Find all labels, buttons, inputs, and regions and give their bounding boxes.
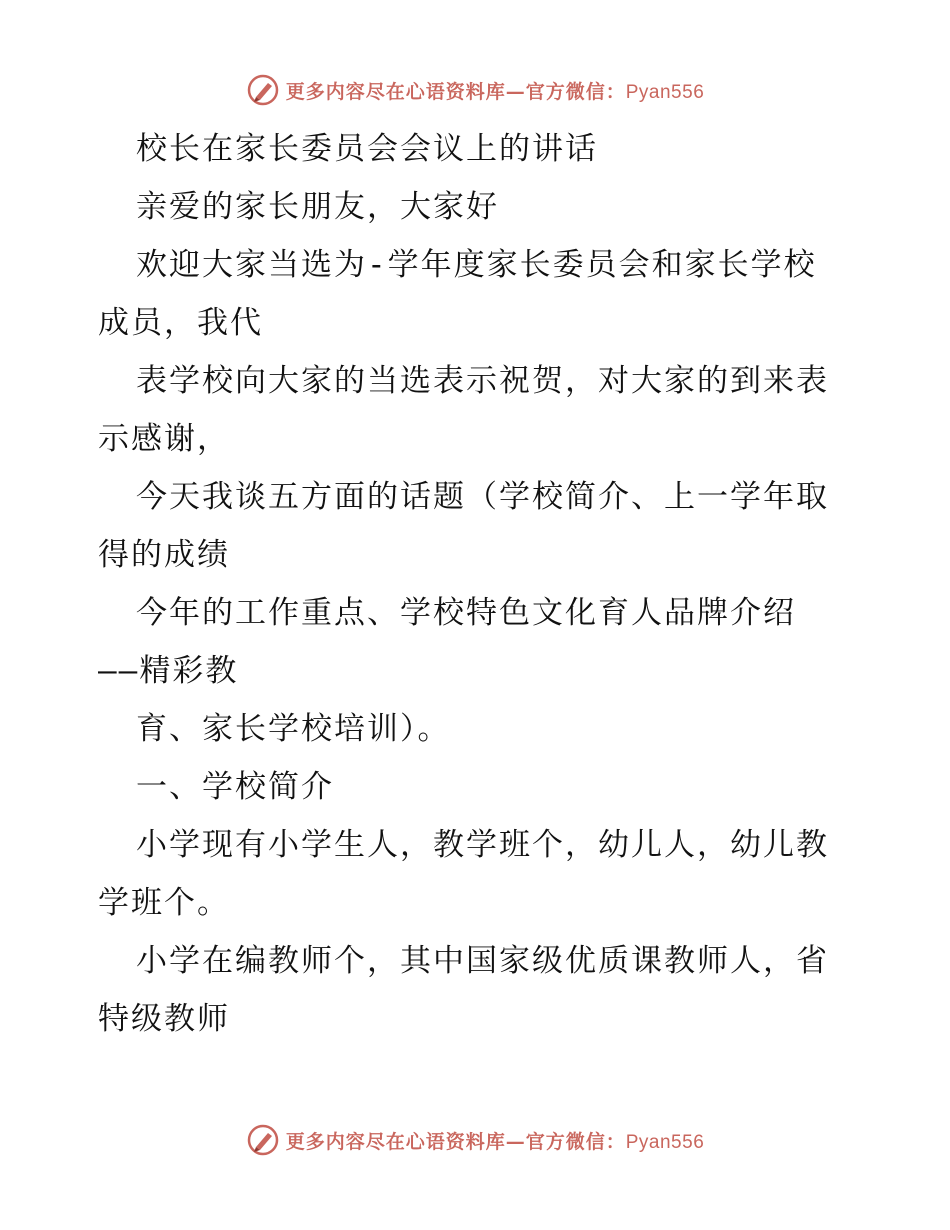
paragraph-line: 表学校向大家的当选表示祝贺，对大家的到来表 bbox=[136, 363, 829, 399]
document-title: 校长在家长委员会会议上的讲话 bbox=[136, 131, 598, 167]
paragraph-line: 示感谢， bbox=[98, 421, 230, 457]
paragraph-line: 小学在编教师个，其中国家级优质课教师人，省 bbox=[136, 943, 829, 979]
pen-logo-icon bbox=[246, 1123, 280, 1157]
section-heading: 一、学校简介 bbox=[136, 769, 334, 805]
paragraph-line: 今年的工作重点、学校特色文化育人品牌介绍 bbox=[136, 595, 796, 631]
banner-wechat-id: Pyan556 bbox=[625, 1131, 705, 1153]
banner-label: 更多内容尽在心语资料库—官方微信： bbox=[285, 1130, 626, 1153]
paragraph-line: 育、家长学校培训）。 bbox=[136, 711, 451, 747]
paragraph-line: 成员，我代 bbox=[98, 305, 263, 341]
banner-text bbox=[286, 77, 705, 104]
banner-text bbox=[286, 1127, 705, 1154]
footer-banner bbox=[0, 1120, 950, 1160]
paragraph-line: 小学现有小学生人，教学班个，幼儿人，幼儿教 bbox=[136, 827, 829, 863]
header-banner bbox=[0, 70, 950, 110]
document-body bbox=[98, 120, 858, 1048]
pen-logo-icon bbox=[246, 73, 280, 107]
paragraph-line: 得的成绩 bbox=[98, 537, 230, 573]
paragraph-line: 欢迎大家当选为-学年度家长委员会和家长学校 bbox=[136, 247, 817, 283]
paragraph-line: ——精彩教 bbox=[98, 653, 239, 689]
paragraph-line: 今天我谈五方面的话题（学校简介、上一学年取 bbox=[136, 479, 829, 515]
banner-label: 更多内容尽在心语资料库—官方微信： bbox=[285, 80, 626, 103]
paragraph-line: 学班个。 bbox=[98, 885, 230, 921]
greeting-line: 亲爱的家长朋友，大家好 bbox=[136, 189, 499, 225]
paragraph-line: 特级教师 bbox=[98, 1001, 230, 1037]
banner-wechat-id: Pyan556 bbox=[625, 81, 705, 103]
